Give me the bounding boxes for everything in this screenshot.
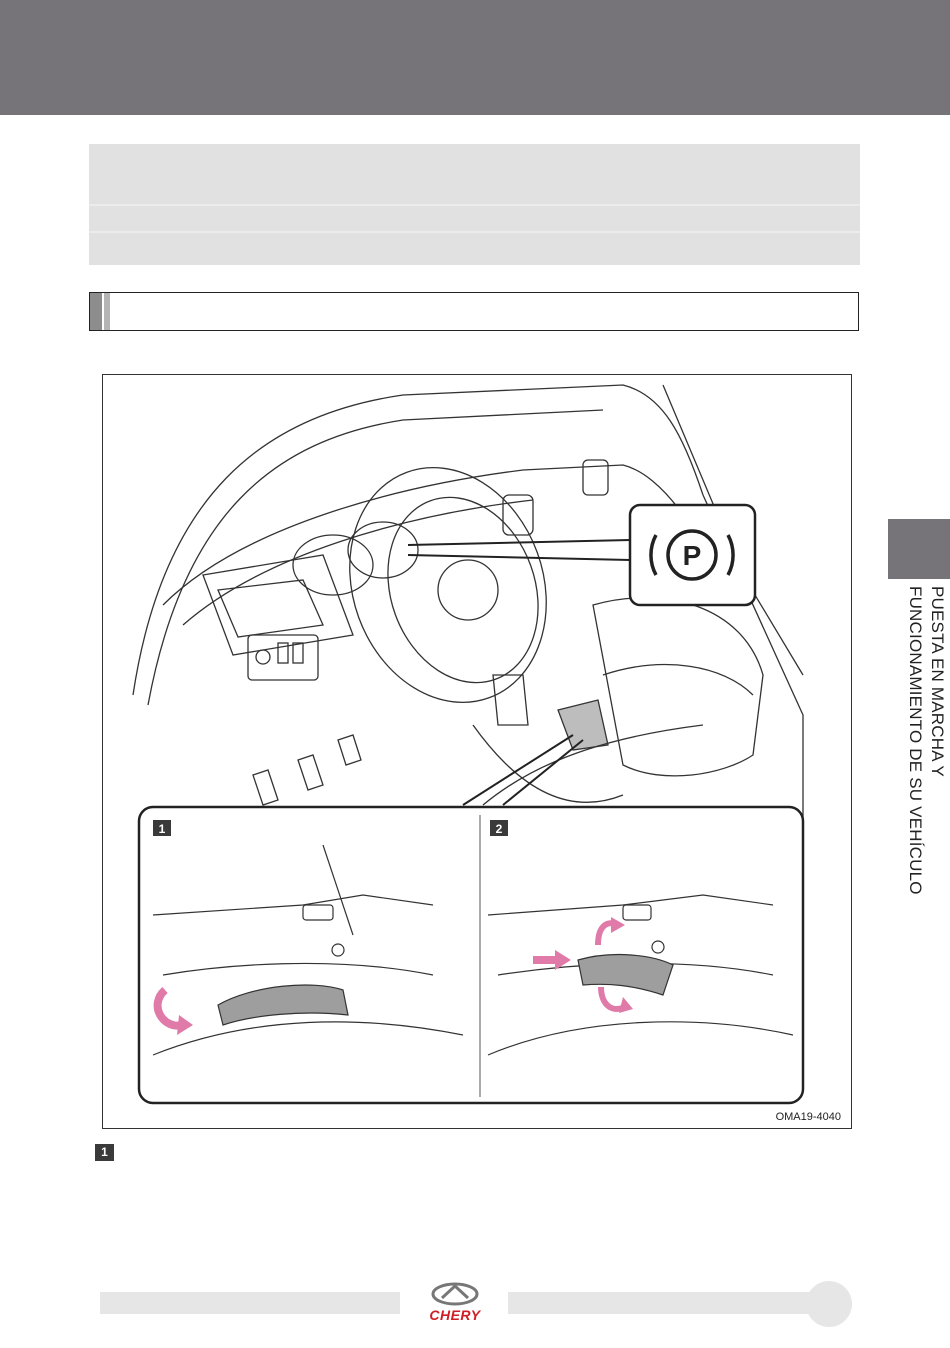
header-band (0, 0, 950, 115)
figure-code: OMA19-4040 (775, 1111, 841, 1123)
parking-brake-illustration (102, 374, 852, 1129)
page-number-circle (806, 1281, 852, 1327)
panel-1-label: 1 (158, 822, 166, 836)
chapter-tab (888, 519, 950, 579)
chapter-title-line1: PUESTA EN MARCHA Y (928, 586, 947, 777)
footer-bar-left (100, 1292, 400, 1314)
step-marker-1: 1 (95, 1144, 114, 1161)
chapter-title-line2: FUNCIONAMIENTO DE SU VEHÍCULO (906, 586, 925, 895)
illustration-drawing (103, 375, 853, 1130)
brand-name: CHERY (429, 1307, 481, 1323)
parking-brake-symbol: P (682, 540, 702, 571)
panel-2-label: 2 (495, 822, 503, 836)
footer-bar-right (508, 1292, 830, 1314)
title-box (89, 144, 860, 265)
chapter-title (904, 586, 948, 966)
section-heading-box (89, 292, 859, 331)
